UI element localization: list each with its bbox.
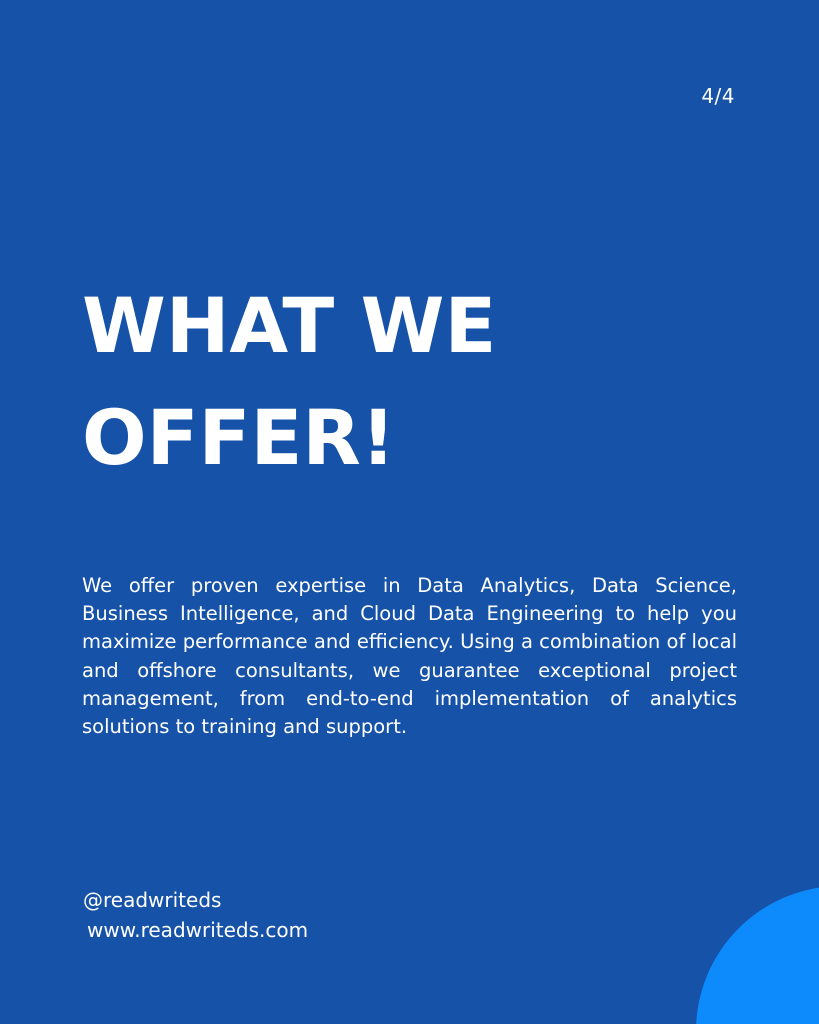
social-handle: @readwriteds <box>83 888 222 912</box>
page-counter: 4/4 <box>701 84 735 108</box>
headline-line-1: WHAT WE <box>82 281 497 370</box>
body-text: We offer proven expertise in Data Analytics, Data Science, Business Intelligence, and Cloud Data Engineering to help you maximize performance and efficiency. Using a combination of local and offshore consultants, we guarantee exceptional project management, from end-to-end implementation of analytics solutions to training and support. <box>82 574 737 739</box>
website-link[interactable]: www.readwriteds.com <box>87 918 309 942</box>
decorative-circle <box>696 886 819 1024</box>
headline <box>82 270 682 494</box>
headline-line-2: OFFER! <box>82 393 396 482</box>
